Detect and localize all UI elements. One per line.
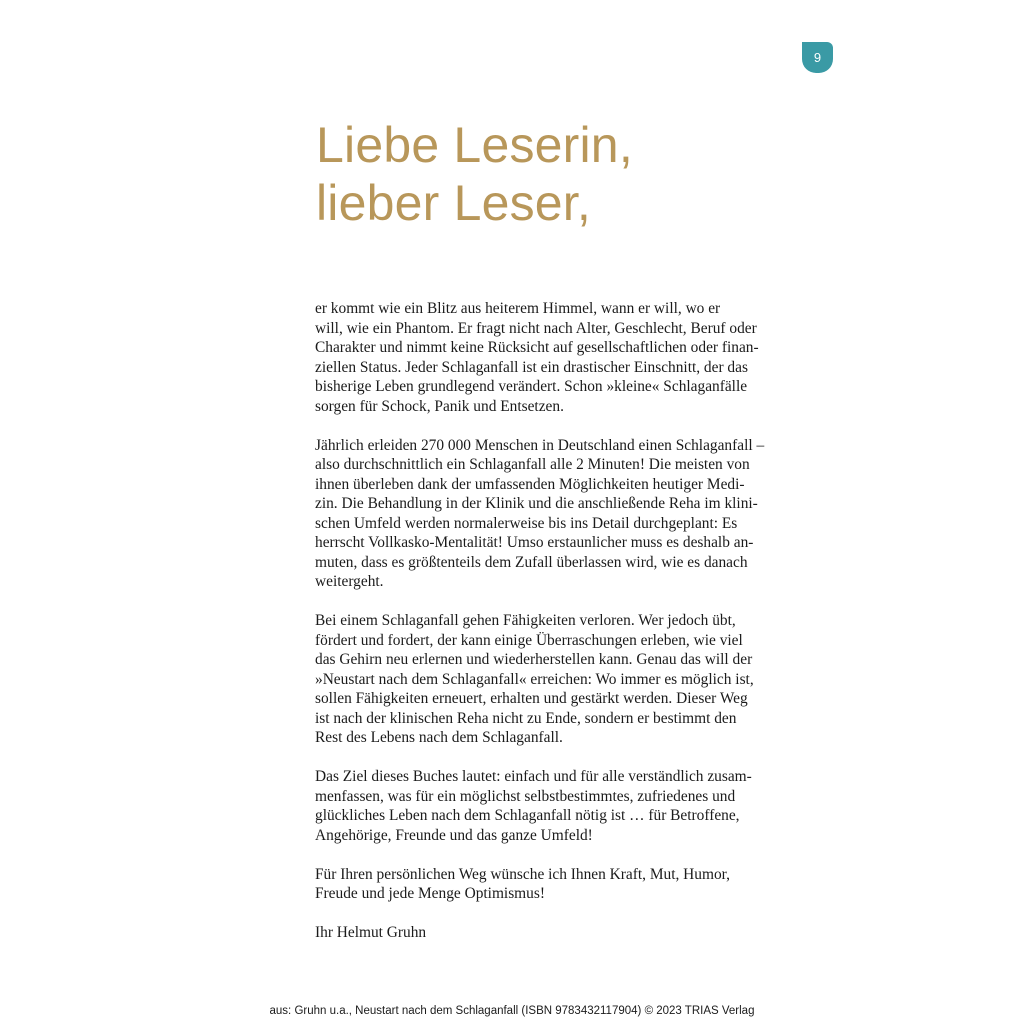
text-line: bisherige Leben grundlegend verändert. Schon »kleine« Schlaganfälle: [315, 378, 748, 395]
text-line: ist nach der klinischen Reha nicht zu Ende, sondern er bestimmt den: [315, 709, 737, 727]
text-line: Für Ihren persönlichen Weg wünsche ich Ihnen Kraft, Mut, Humor,: [315, 865, 731, 883]
text-line: ziellen Status. Jeder Schlaganfall ist ein drastischer Einschnitt, der das: [315, 358, 748, 376]
text-line: fördert und fordert, der kann einige Überraschungen erleben, wie viel: [315, 631, 743, 649]
signature-line: Ihr Helmut Gruhn: [315, 924, 427, 941]
text-line: das Gehirn neu erlernen und wiederherstellen kann. Genau das will der: [315, 651, 753, 668]
paragraph-4: [315, 767, 795, 845]
page-heading: [316, 116, 633, 232]
page-number-badge: 9: [802, 42, 833, 73]
letter-body: [315, 299, 795, 962]
heading-line-1: Liebe Leserin,: [316, 117, 633, 173]
text-line: Bei einem Schlaganfall gehen Fähigkeiten verloren. Wer jedoch übt,: [315, 612, 736, 629]
text-line: glückliches Leben nach dem Schlaganfall nötig ist … für Betroffene,: [315, 807, 740, 824]
text-line: menfassen, was für ein möglichst selbstbestimmtes, zufriedenes und: [315, 787, 736, 805]
text-line: also durchschnittlich ein Schlaganfall alle 2 Minuten! Die meisten von: [315, 456, 750, 473]
text-line: herrscht Vollkasko-Mentalität! Umso erstaunlicher muss es deshalb an-: [315, 534, 754, 551]
paragraph-1: [315, 299, 795, 416]
text-line: Rest des Lebens nach dem Schlaganfall.: [315, 729, 563, 746]
text-line: »Neustart nach dem Schlaganfall« erreichen: Wo immer es möglich ist,: [315, 670, 754, 688]
text-line: ihnen überleben dank der umfassenden Möglichkeiten heutiger Medi-: [315, 475, 745, 493]
signature: [315, 923, 795, 943]
source-footer: aus: Gruhn u.a., Neustart nach dem Schlaganfall (ISBN 9783432117904) © 2023 TRIAS Verlag: [269, 1005, 755, 1017]
text-line: will, wie ein Phantom. Er fragt nicht nach Alter, Geschlecht, Beruf oder: [315, 319, 757, 337]
text-line: sollen Fähigkeiten erneuert, erhalten und gestärkt werden. Dieser Weg: [315, 690, 748, 707]
text-line: weitergeht.: [315, 573, 384, 590]
paragraph-3: [315, 611, 795, 748]
heading-line-2: lieber Leser,: [316, 175, 591, 231]
paragraph-2: [315, 436, 795, 592]
text-line: Angehörige, Freunde und das ganze Umfeld!: [315, 826, 593, 844]
text-line: sorgen für Schock, Panik und Entsetzen.: [315, 397, 564, 415]
text-line: schen Umfeld werden normalerweise bis ins Detail durchgeplant: Es: [315, 514, 738, 532]
text-line: er kommt wie ein Blitz aus heiterem Himmel, wann er will, wo er: [315, 300, 721, 317]
text-line: Das Ziel dieses Buches lautet: einfach und für alle verständlich zusam-: [315, 768, 752, 785]
text-line: Charakter und nimmt keine Rücksicht auf gesellschaftlichen oder finan-: [315, 339, 759, 356]
text-line: Jährlich erleiden 270 000 Menschen in Deutschland einen Schlaganfall –: [315, 436, 765, 454]
text-line: Freude und jede Menge Optimismus!: [315, 885, 545, 902]
text-line: zin. Die Behandlung in der Klinik und die anschließende Reha im klini-: [315, 495, 758, 512]
text-line: muten, dass es größtenteils dem Zufall überlassen wird, wie es danach: [315, 553, 748, 571]
paragraph-5: [315, 865, 795, 904]
